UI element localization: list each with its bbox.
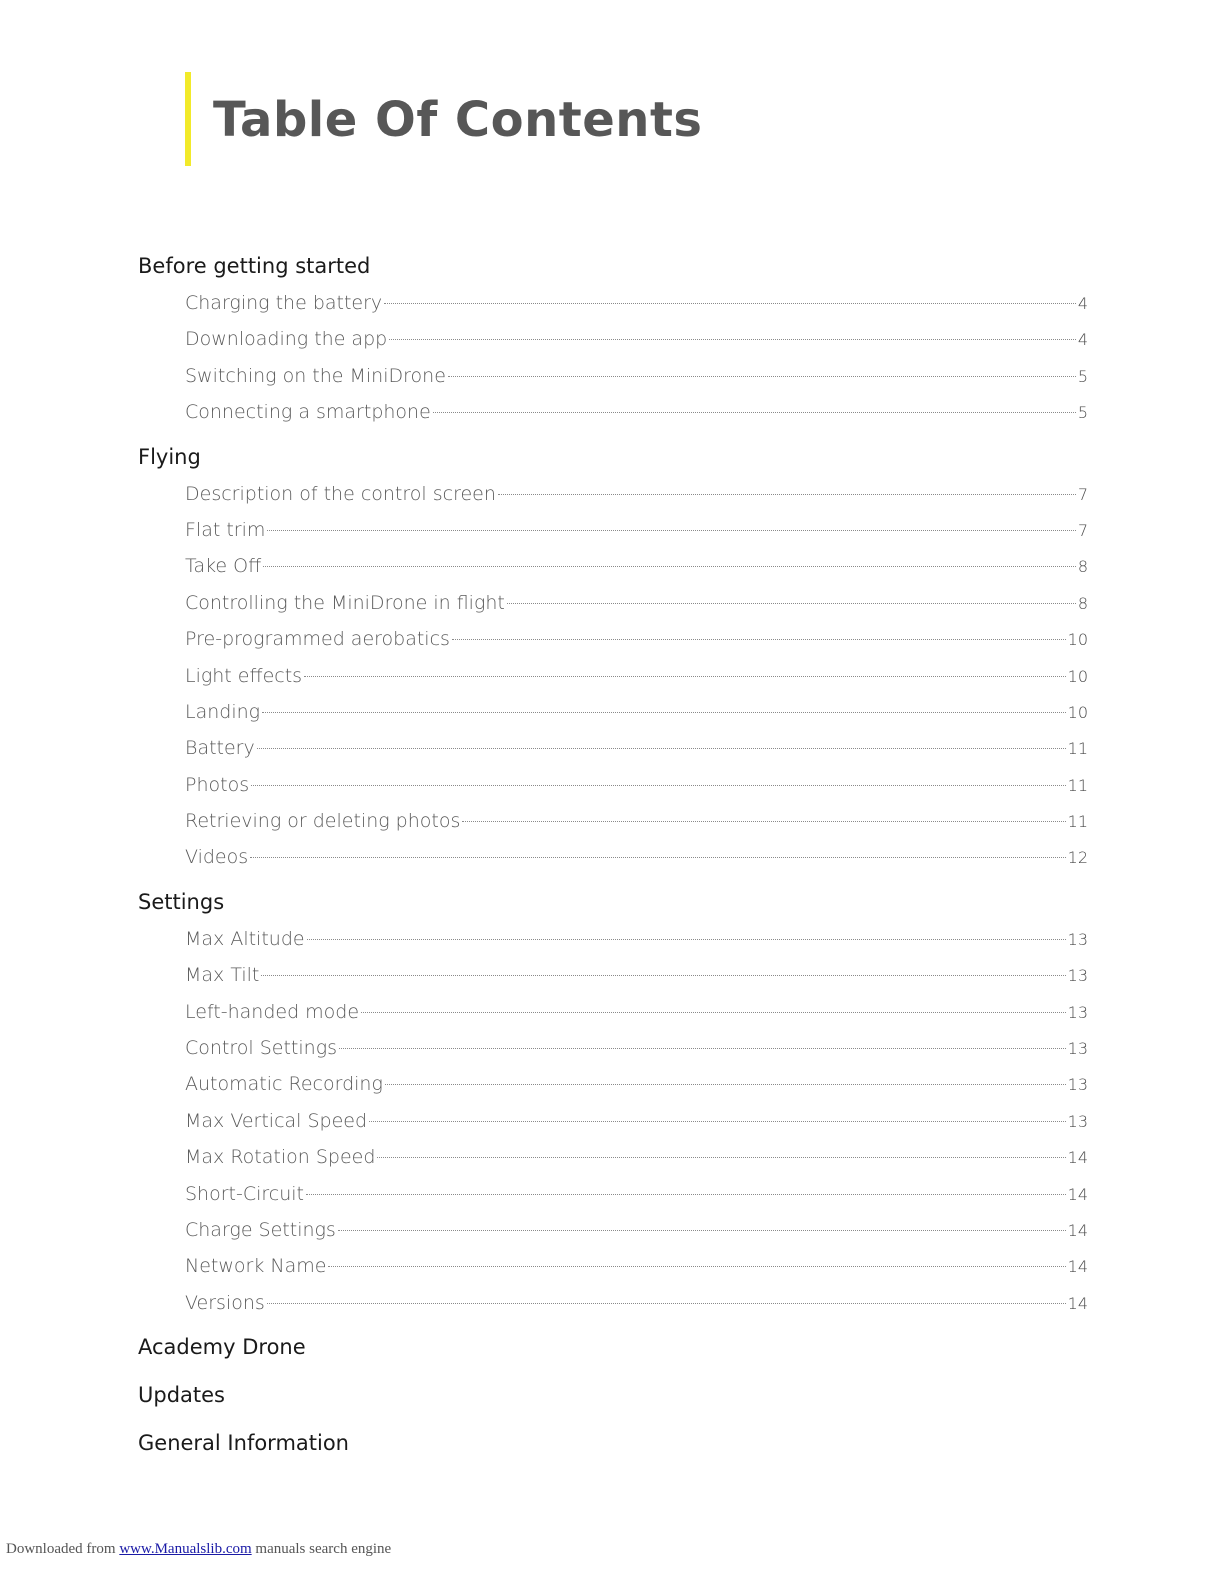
toc-entry[interactable] (185, 512, 1088, 548)
toc-entry-label: Battery (185, 737, 255, 760)
dot-leader (452, 639, 1066, 640)
toc-entry-page: 14 (1067, 1148, 1088, 1168)
toc-entry[interactable] (185, 730, 1088, 766)
toc-entry-page: 10 (1067, 666, 1088, 686)
title-accent-bar (185, 72, 191, 166)
toc-entry[interactable] (185, 394, 1088, 430)
toc-entry[interactable] (185, 1066, 1088, 1102)
toc-entry[interactable] (185, 621, 1088, 657)
toc-entry-page: 8 (1077, 593, 1088, 613)
toc-entry-page: 11 (1067, 739, 1088, 759)
toc-entry-label: Flat trim (185, 518, 266, 541)
toc-section (138, 1427, 1088, 1459)
toc-entry[interactable] (185, 658, 1088, 694)
toc-entry-label: Max Altitude (185, 927, 305, 950)
toc-entry[interactable] (185, 694, 1088, 730)
toc-entry-label: Short-Circuit (185, 1182, 305, 1205)
toc-entry-page: 5 (1077, 403, 1088, 423)
toc-entry[interactable] (185, 767, 1088, 803)
toc-entry[interactable] (185, 358, 1088, 394)
footer-prefix: Downloaded from (6, 1541, 116, 1557)
table-of-contents (138, 250, 1088, 1459)
toc-entry-page: 14 (1067, 1184, 1088, 1204)
dot-leader (257, 748, 1066, 749)
dot-leader (251, 785, 1066, 786)
footer-suffix: manuals search engine (255, 1541, 392, 1557)
toc-entry-page: 7 (1077, 520, 1088, 540)
toc-entry[interactable] (185, 1285, 1088, 1321)
toc-entry[interactable] (185, 548, 1088, 584)
toc-entry-page: 13 (1067, 1039, 1088, 1059)
toc-section-title[interactable]: Before getting started (138, 254, 371, 278)
toc-section (138, 1379, 1088, 1411)
dot-leader (433, 412, 1076, 413)
toc-entry-label: Downloading the app (185, 328, 388, 351)
toc-entry-page: 10 (1067, 702, 1088, 722)
toc-entry[interactable] (185, 285, 1088, 321)
toc-entry-label: Network Name (185, 1255, 327, 1278)
toc-entry[interactable] (185, 994, 1088, 1030)
toc-entry-page: 14 (1067, 1220, 1088, 1240)
footer (6, 1541, 391, 1558)
toc-entry-page: 11 (1067, 812, 1088, 832)
toc-entry-label: Controlling the MiniDrone in flight (185, 591, 505, 614)
footer-link[interactable]: www.Manualslib.com (119, 1541, 252, 1557)
dot-leader (448, 376, 1076, 377)
toc-entry-page: 7 (1077, 484, 1088, 504)
toc-entry-label: Videos (185, 846, 249, 869)
toc-section (138, 250, 1088, 431)
toc-entry-page: 13 (1067, 929, 1088, 949)
toc-entry-label: Photos (185, 773, 250, 796)
toc-entry-page: 14 (1067, 1257, 1088, 1277)
dot-leader (377, 1157, 1065, 1158)
dot-leader (389, 339, 1076, 340)
dot-leader (263, 566, 1076, 567)
toc-entry-label: Charging the battery (185, 292, 383, 314)
toc-entry-page: 4 (1077, 330, 1088, 350)
dot-leader (304, 676, 1066, 677)
toc-section (138, 441, 1088, 876)
toc-entry[interactable] (185, 921, 1088, 957)
page-title: Table Of Contents (213, 92, 703, 148)
toc-section-title[interactable]: Settings (138, 889, 225, 914)
toc-entry-page: 11 (1067, 775, 1088, 795)
toc-entry-label: Retrieving or deleting photos (185, 810, 461, 833)
toc-entry-page: 10 (1067, 630, 1088, 650)
toc-entry[interactable] (185, 1176, 1088, 1212)
dot-leader (338, 1230, 1066, 1231)
toc-entry-label: Automatic Recording (185, 1073, 383, 1096)
dot-leader (361, 1012, 1066, 1013)
toc-entry-label: Landing (185, 700, 261, 723)
toc-section (138, 1331, 1088, 1363)
toc-entry-page: 13 (1067, 1075, 1088, 1095)
dot-leader (462, 821, 1065, 822)
dot-leader (267, 1303, 1066, 1304)
toc-entry[interactable] (185, 1030, 1088, 1066)
dot-leader (261, 975, 1065, 976)
toc-section-title[interactable]: Academy Drone (138, 1335, 306, 1360)
dot-leader (339, 1048, 1066, 1049)
toc-entry-page: 12 (1067, 848, 1088, 868)
toc-entry-page: 13 (1067, 1002, 1088, 1022)
toc-entry[interactable] (185, 585, 1088, 621)
toc-entry-label: Charge Settings (185, 1218, 336, 1241)
toc-entry-label: Connecting a smartphone (185, 401, 431, 424)
toc-entry-page: 13 (1067, 966, 1088, 986)
toc-entry-label: Max Vertical Speed (185, 1109, 368, 1132)
toc-entry-label: Versions (185, 1291, 265, 1314)
toc-entry[interactable] (185, 476, 1088, 512)
dot-leader (307, 939, 1066, 940)
dot-leader (369, 1121, 1066, 1122)
dot-leader (250, 857, 1066, 858)
toc-section-title[interactable]: General Information (138, 1431, 349, 1456)
dot-leader (306, 1194, 1066, 1195)
dot-leader (267, 530, 1075, 531)
toc-entry-label: Max Rotation Speed (185, 1146, 376, 1169)
toc-entry-label: Pre-programmed aerobatics (185, 628, 450, 651)
toc-entry[interactable] (185, 1248, 1088, 1284)
dot-leader (498, 494, 1076, 495)
dot-leader (384, 303, 1076, 304)
toc-section-title[interactable]: Flying (138, 444, 201, 469)
toc-entry-label: Left-handed mode (185, 1000, 360, 1023)
toc-entry[interactable] (185, 321, 1088, 357)
toc-section-title[interactable]: Updates (138, 1383, 225, 1408)
dot-leader (328, 1266, 1065, 1267)
toc-entry-label: Take Off (185, 555, 262, 578)
toc-entry-label: Light effects (185, 664, 303, 687)
toc-entry-page: 13 (1067, 1111, 1088, 1131)
toc-entry-page: 8 (1077, 557, 1088, 577)
dot-leader (507, 603, 1076, 604)
toc-entry-label: Max Tilt (185, 964, 260, 987)
toc-entry-label: Control Settings (185, 1037, 337, 1060)
toc-entry-label: Description of the control screen (185, 482, 496, 505)
toc-entry-page: 4 (1077, 294, 1088, 313)
toc-entry[interactable] (185, 1139, 1088, 1175)
dot-leader (262, 712, 1066, 713)
toc-entry-page: 5 (1077, 366, 1088, 386)
toc-entry[interactable] (185, 1103, 1088, 1139)
toc-entry-page: 14 (1067, 1293, 1088, 1313)
dot-leader (385, 1084, 1066, 1085)
toc-section (138, 886, 1088, 1321)
toc-entry[interactable] (185, 957, 1088, 993)
toc-entry[interactable] (185, 839, 1088, 875)
toc-entry[interactable] (185, 1212, 1088, 1248)
toc-entry[interactable] (185, 803, 1088, 839)
toc-entry-label: Switching on the MiniDrone (185, 364, 446, 387)
